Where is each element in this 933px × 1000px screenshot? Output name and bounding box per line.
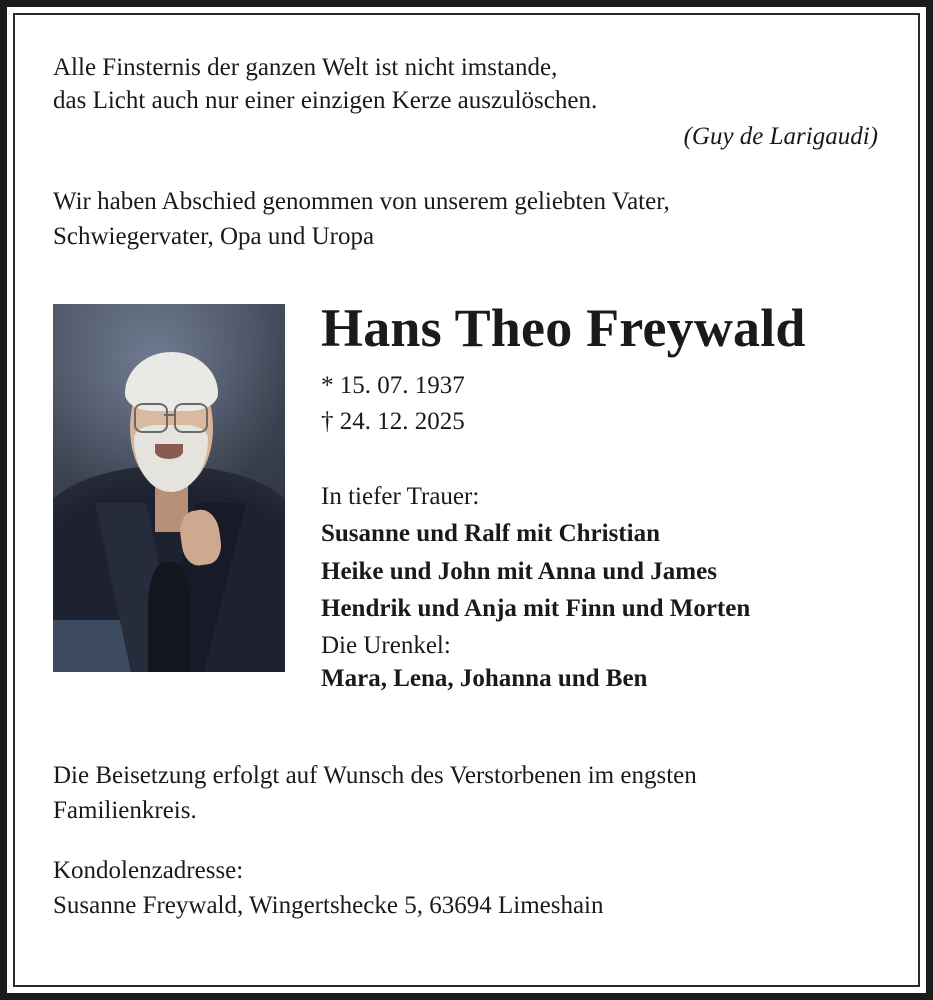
life-dates xyxy=(321,368,880,439)
quote-line-1: Alle Finsternis der ganzen Welt ist nicht imstande, xyxy=(53,54,558,81)
funeral-info-line-2: Familienkreis. xyxy=(53,796,197,824)
great-grandchildren-names: Mara, Lena, Johanna und Ben xyxy=(321,664,648,692)
condolence-block xyxy=(53,854,880,923)
details-column xyxy=(285,300,880,697)
portrait-glasses-right-lens xyxy=(174,403,208,433)
intro-text xyxy=(53,185,880,254)
intro-line-1: Wir haben Abschied genommen von unserem geliebten Vater, xyxy=(53,188,670,215)
portrait-wrapper xyxy=(53,300,285,672)
portrait-photo xyxy=(53,304,285,672)
quote-line-2: das Licht auch nur einer einzigen Kerze auszulöschen. xyxy=(53,87,598,114)
portrait-glasses-bridge xyxy=(164,414,173,416)
condolence-heading: Kondolenzadresse: xyxy=(53,857,244,885)
mourners-heading: In tiefer Trauer: xyxy=(321,483,480,511)
great-grandchildren-heading: Die Urenkel: xyxy=(321,631,451,659)
condolence-address: Susanne Freywald, Wingertshecke 5, 63694 Limeshain xyxy=(53,891,604,919)
portrait-mouth xyxy=(155,444,183,459)
intro-line-2: Schwiegervater, Opa und Uropa xyxy=(53,222,375,250)
main-block xyxy=(53,300,880,697)
funeral-info-line-1: Die Beisetzung erfolgt auf Wunsch des Verstorbenen im engsten xyxy=(53,762,697,790)
portrait-shirt xyxy=(148,562,190,672)
quote-block xyxy=(53,51,880,117)
mourner-family-3: Hendrik und Anja mit Finn und Morten xyxy=(321,595,751,623)
deceased-name: Hans Theo Freywald xyxy=(321,298,806,358)
funeral-info xyxy=(53,759,880,828)
obituary-inner-frame xyxy=(13,13,920,987)
death-date: † 24. 12. 2025 xyxy=(321,407,465,435)
mourner-family-1: Susanne und Ralf mit Christian xyxy=(321,520,660,548)
portrait-glasses-left-lens xyxy=(134,403,168,433)
mourner-family-2: Heike und John mit Anna und James xyxy=(321,557,717,585)
birth-date: * 15. 07. 1937 xyxy=(321,372,465,400)
quote-attribution: (Guy de Larigaudi) xyxy=(683,123,878,150)
